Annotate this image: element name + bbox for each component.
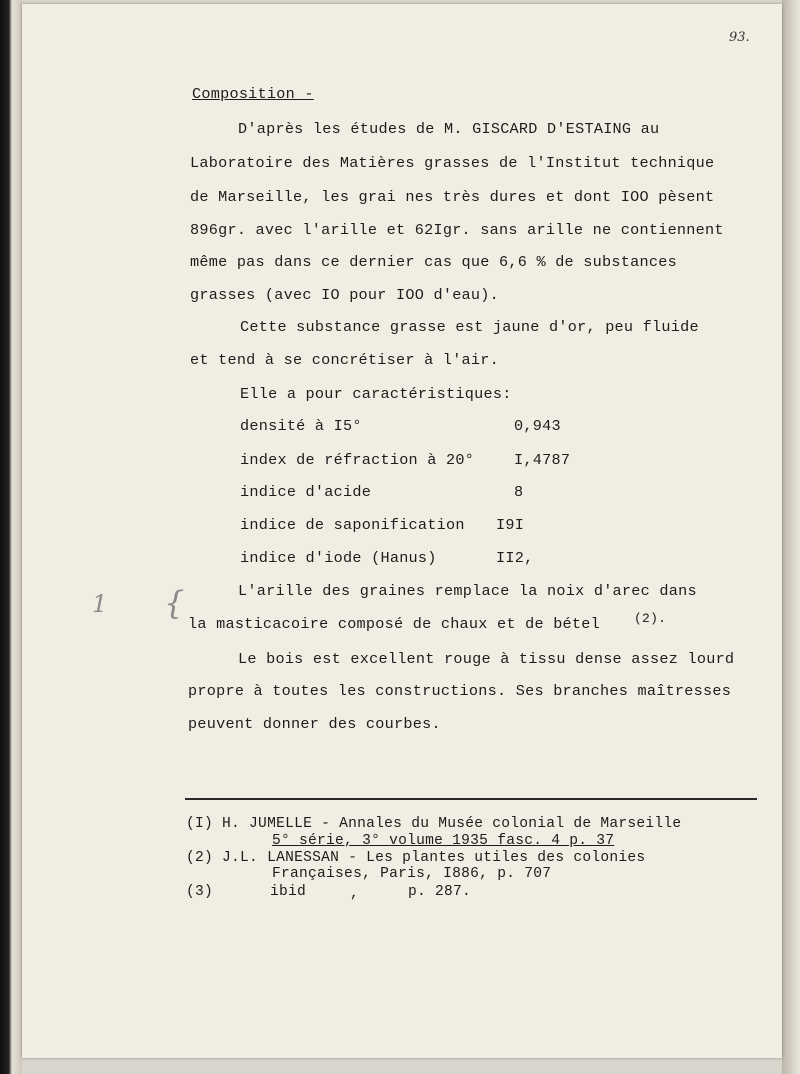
footnote-reference: (2).	[634, 611, 667, 626]
body-line: peuvent donner des courbes.	[188, 715, 441, 733]
characteristic-value: I,4787	[514, 451, 571, 469]
footnote-ibid: ibid	[270, 884, 307, 900]
body-line: propre à toutes les constructions. Ses branches maîtresses	[188, 682, 732, 700]
page-number: 93.	[729, 30, 750, 45]
footnote: (I) H. JUMELLE - Annales du Musée colonial de Marseille	[186, 816, 682, 832]
characteristic-value: II2,	[496, 549, 534, 567]
body-line: même pas dans ce dernier cas que 6,6 % de substances	[190, 253, 677, 271]
characteristic-label: indice d'acide	[240, 483, 372, 501]
body-line: Le bois est excellent rouge à tissu dense assez lourd	[238, 650, 735, 668]
footnote-continuation: Françaises, Paris, I886, p. 707	[272, 866, 552, 882]
body-line: et tend à se concrétiser à l'air.	[190, 351, 500, 369]
margin-pencil-mark: 1	[92, 590, 108, 618]
body-line: Laboratoire des Matières grasses de l'Institut technique	[190, 154, 715, 172]
body-line: Cette substance grasse est jaune d'or, peu fluide	[240, 318, 699, 336]
characteristic-label: indice d'iode (Hanus)	[240, 549, 437, 567]
body-line: D'après les études de M. GISCARD D'ESTAING au	[238, 120, 660, 138]
body-line: grasses (avec IO pour IOO d'eau).	[190, 286, 500, 304]
body-line: la masticacoire composé de chaux et de bétel	[188, 615, 601, 633]
footnote: (2) J.L. LANESSAN - Les plantes utiles des colonies	[186, 850, 646, 866]
characteristic-label: indice de saponification	[240, 516, 465, 534]
characteristic-label: index de réfraction à 20°	[240, 451, 475, 469]
characteristic-label: densité à I5°	[240, 417, 362, 435]
section-heading: Composition -	[192, 85, 314, 103]
characteristic-value: I9I	[496, 516, 525, 534]
body-line: de Marseille, les grai nes très dures et dont IOO pèsent	[190, 188, 715, 206]
footnote-page: p. 287.	[408, 884, 472, 900]
footnote-number: (3)	[186, 884, 214, 900]
characteristic-value: 8	[514, 483, 524, 501]
body-line: Elle a pour caractéristiques:	[240, 385, 512, 403]
body-line: 896gr. avec l'arille et 62Igr. sans arille ne contiennent	[190, 221, 724, 239]
footnote-comma: ,	[350, 886, 360, 902]
body-line: L'arille des graines remplace la noix d'arec dans	[238, 582, 697, 600]
footnote-separator	[185, 798, 757, 800]
page-edge	[782, 0, 800, 1074]
margin-bracket-mark: {	[164, 584, 185, 622]
footnote-continuation: 5° série, 3° volume 1935 fasc. 4 p. 37	[272, 833, 615, 849]
book-binding	[0, 0, 22, 1074]
characteristic-value: 0,943	[514, 417, 561, 435]
